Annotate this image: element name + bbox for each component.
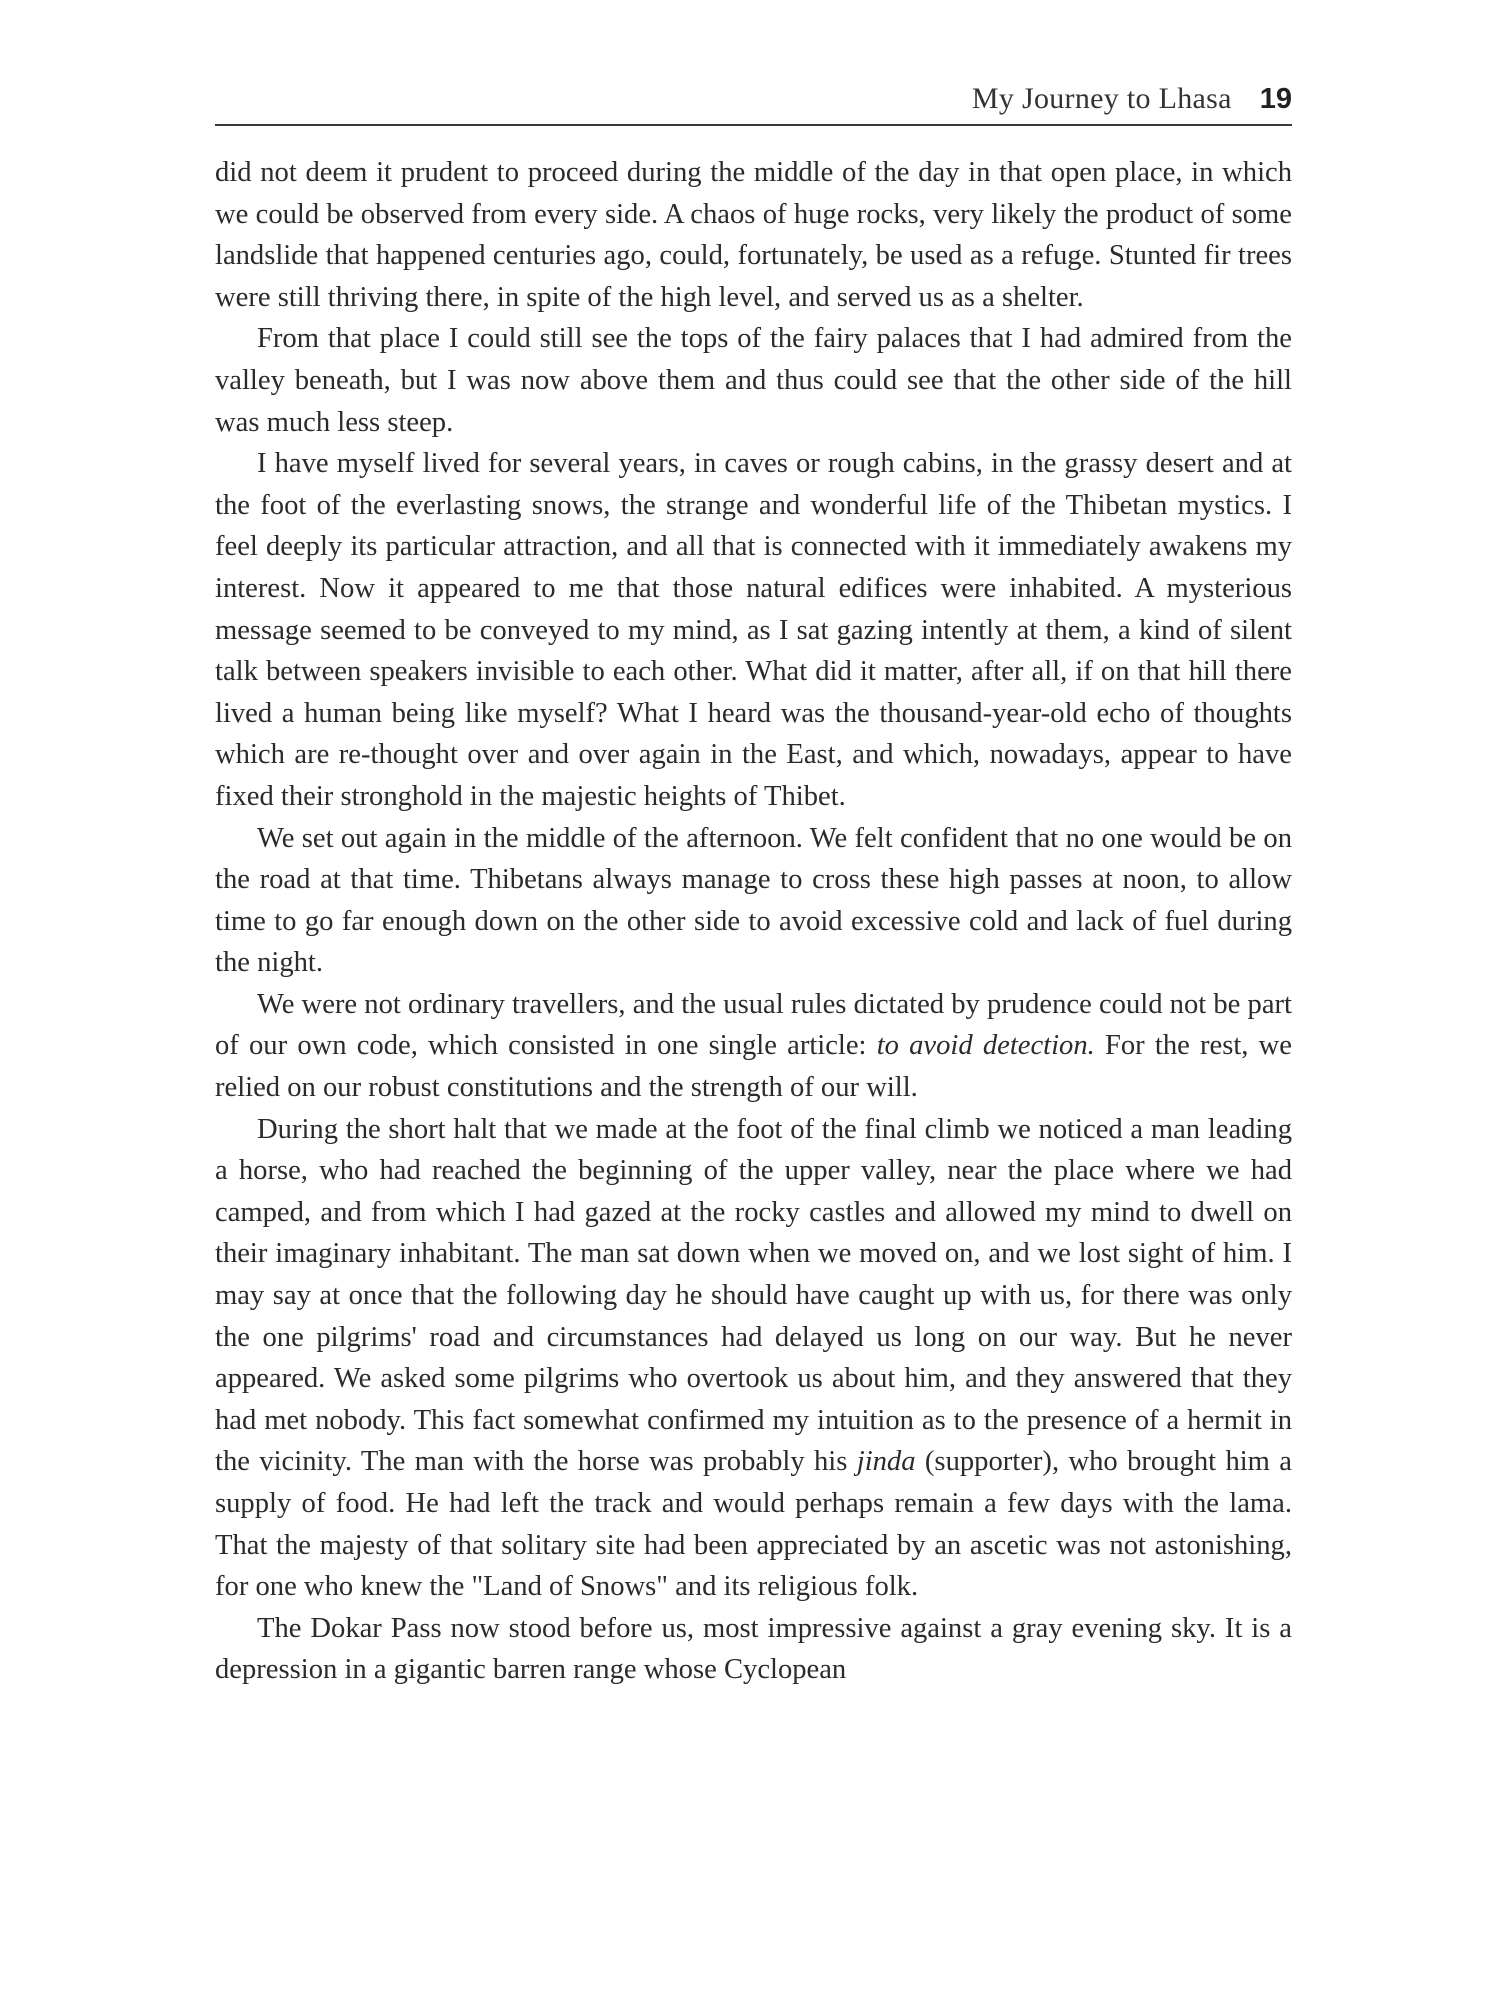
paragraph-4: [215, 818, 1292, 984]
italic-phrase: to avoid detection.: [876, 1030, 1095, 1062]
text-span: For the rest, we relied on our robust constitutions and the strength of our will.: [215, 1030, 1292, 1104]
text-span: The Dokar Pass now stood before us, most impressive against a gray evening sky. It is a depression in a gigantic barren range whose Cyclopean: [215, 1612, 1292, 1686]
paragraph-1: [215, 152, 1292, 318]
text-span: From that place I could still see the tops of the fairy palaces that I had admired from the valley beneath, but I was now above them and thus could see that the other side of the hill was much less steep.: [215, 323, 1292, 438]
paragraph-7: [215, 1608, 1292, 1691]
paragraph-6: [215, 1109, 1292, 1608]
running-header: [215, 74, 1292, 126]
paragraph-5: [215, 984, 1292, 1109]
text-span: We set out again in the middle of the afternoon. We felt confident that no one would be on the road at that time. Thibetans always manage to cross these high passes at noon, to allow time to go far enough down on the other side to avoid excessive cold and lack of fuel during the night.: [215, 822, 1292, 979]
text-span: During the short halt that we made at the foot of the final climb we noticed a man leading a horse, who had reached the beginning of the upper valley, near the place where we had camped, and from which I had gazed at the rocky castles and allowed my mind to dwell on their imaginary inhabitant. The man sat down when we moved on, and we lost sight of him. I may say at once that the following day he should have caught up with us, for there was only the one pilgrims' road and circumstances had delayed us long on our way. But he never appeared. We asked some pilgrims who overtook us about him, and they answered that they had met nobody. This fact somewhat confirmed my intuition as to the presence of a hermit in the vicinity. The man with the horse was probably his: [215, 1113, 1292, 1478]
text-span: We were not ordinary travellers, and the usual rules dictated by prudence could not be part of our own code, which consisted in one single article:: [215, 988, 1292, 1062]
text-span: did not deem it prudent to proceed during the middle of the day in that open place, in which we could be observed from every side. A chaos of huge rocks, very likely the product of some landslide that happened centuries ago, could, fortunately, be used as a refuge. Stunted fir trees were still thriving there, in spite of the high level, and served us as a shelter.: [215, 157, 1292, 313]
text-span: (supporter), who brought him a supply of food. He had left the track and would perhaps remain a few days with the lama. That the majesty of that solitary site had been appreciated by an ascetic was not astonishing, for one who knew the "Land of Snows" and its religious folk.: [215, 1446, 1292, 1603]
paragraph-3: [215, 443, 1292, 817]
page-number: 19: [1259, 83, 1292, 115]
running-title: My Journey to Lhasa: [971, 82, 1232, 115]
italic-term: jinda: [856, 1446, 916, 1478]
text-span: I have myself lived for several years, in caves or rough cabins, in the grassy desert and at the foot of the everlasting snows, the strange and wonderful life of the Thibetan mystics. I feel deeply its particular attraction, and all that is connected with it immediately awakens my interest. Now it appeared to me that those natural edifices were inhabited. A mysterious message seemed to be conveyed to my mind, as I sat gazing intently at them, a kind of silent talk between speakers invisible to each other. What did it matter, after all, if on that hill there lived a human being like myself? What I heard was the thousand-year-old echo of thoughts which are re-thought over and over again in the East, and which, nowadays, appear to have fixed their stronghold in the majestic heights of Thibet.: [215, 448, 1292, 812]
paragraph-2: [215, 318, 1292, 443]
body-text: [215, 152, 1292, 1691]
